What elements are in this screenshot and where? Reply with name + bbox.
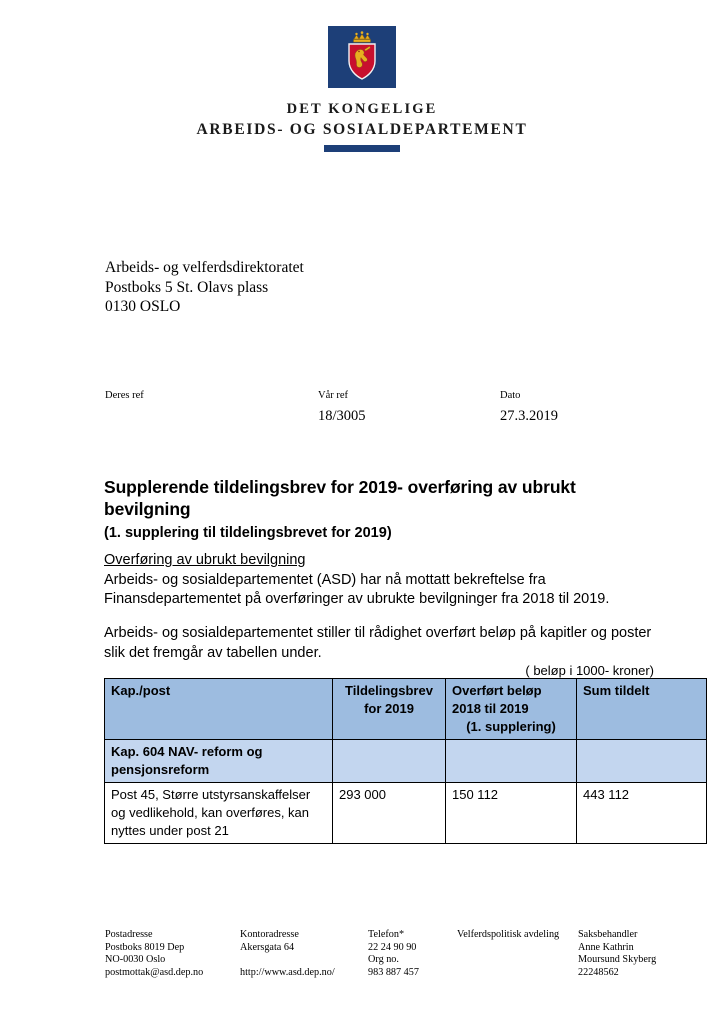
post-overfort-value: 150 112 [446, 783, 577, 844]
table-row [105, 783, 707, 844]
column-header-tildelingsbrev [333, 679, 446, 740]
column-header-overfort-line-2: 2018 til 2019 [452, 701, 529, 716]
footer-saksbehandler-label: Saksbehandler [578, 929, 638, 940]
section-heading: Overføring av ubrukt bevilgning [104, 552, 306, 568]
table-caption: ( beløp i 1000- kroner) [525, 663, 654, 678]
footer-orgno-label: Org no. [368, 954, 399, 966]
dato-value: 27.3.2019 [500, 408, 558, 424]
footer-telefon-number: 22 24 90 90 [368, 941, 417, 953]
footer-column-kontoradresse [240, 929, 335, 979]
body-paragraph-1-block [104, 551, 664, 610]
dato-label: Dato [500, 390, 521, 401]
footer-column-telefon [368, 929, 419, 979]
chapter-label-cell [105, 740, 333, 783]
post-label-line-3: nyttes under post 21 [111, 823, 229, 838]
chapter-label-line-2: pensjonsreform [111, 762, 210, 777]
column-header-overfort-line-3: (1. supplering) [466, 719, 556, 734]
footer-kontoradresse-label: Kontoradresse [240, 929, 299, 940]
column-header-overfort-line-1: Overført beløp [452, 683, 542, 698]
body-paragraph-1: Arbeids- og sosialdepartementet (ASD) har nå mottatt bekreftelse fra Finansdepartementet på overføringer av ubrukte bevilgninger fra 2018 til 2019. [104, 571, 610, 607]
var-ref-column [318, 389, 366, 425]
footer-kontoradresse-line-1: Akersgata 64 [240, 941, 295, 953]
post-label-line-2: og vedlikehold, kan overføres, kan [111, 805, 309, 820]
column-header-tildelingsbrev-line-2: for 2019 [364, 701, 414, 716]
letterhead-line-1: DET KONGELIGE [286, 101, 438, 117]
column-header-sum-tildelt: Sum tildelt [577, 679, 707, 740]
post-label-line-1: Post 45, Større utstyrsanskaffelser [111, 787, 311, 802]
footer-postadresse-email[interactable]: postmottak@asd.dep.no [105, 966, 204, 978]
table-header [105, 679, 707, 740]
norwegian-coat-of-arms-icon [328, 26, 396, 88]
footer-saksbehandler-name-line-2: Moursund Skyberg [578, 954, 657, 966]
footer-postadresse-line-2: NO-0030 Oslo [105, 954, 166, 966]
column-header-overfort-belop [446, 679, 577, 740]
letterhead [0, 26, 724, 152]
letterhead-rule [324, 145, 400, 152]
recipient-line-2: Postboks 5 St. Olavs plass [105, 278, 269, 296]
footer-saksbehandler-phone: 22248562 [578, 966, 619, 978]
recipient-address [105, 258, 304, 317]
page-subtitle: (1. supplering til tildelingsbrevet for 2019) [104, 525, 392, 541]
footer-column-postadresse [105, 929, 203, 979]
footer-kontoradresse-url[interactable]: http://www.asd.dep.no/ [240, 966, 335, 978]
footer-avdeling-label: Velferdspolitisk avdeling [457, 929, 560, 940]
var-ref-value: 18/3005 [318, 408, 366, 424]
table-body [105, 740, 707, 844]
footer-orgno-number: 983 887 457 [368, 966, 419, 978]
post-label-cell [105, 783, 333, 844]
deres-ref-label: Deres ref [105, 390, 144, 401]
recipient-line-1: Arbeids- og velferdsdirektoratet [105, 259, 304, 276]
table-row [105, 740, 707, 783]
page-title: Supplerende tildelingsbrev for 2019- overføring av ubrukt bevilgning [104, 477, 576, 519]
body-paragraph-2: Arbeids- og sosialdepartementet stiller til rådighet overført beløp på kapitler og poster slik det fremgår av tabellen under. [104, 625, 652, 661]
deres-ref-column [105, 389, 144, 407]
chapter-sum-cell [577, 740, 707, 783]
column-header-tildelingsbrev-line-1: Tildelingsbrev [345, 683, 433, 698]
allocation-table [104, 678, 707, 844]
footer-kontoradresse-spacer [240, 954, 335, 967]
table-header-row [105, 679, 707, 740]
footer-postadresse-label: Postadresse [105, 929, 153, 940]
footer-column-saksbehandler [578, 929, 656, 979]
var-ref-label: Vår ref [318, 390, 349, 401]
column-header-kap-post: Kap./post [105, 679, 333, 740]
post-tildelingsbrev-value: 293 000 [333, 783, 446, 844]
recipient-line-3: 0130 OSLO [105, 298, 181, 315]
chapter-tildelingsbrev-cell [333, 740, 446, 783]
letterhead-line-2: ARBEIDS- OG SOSIALDEPARTEMENT [196, 120, 528, 138]
chapter-label-line-1: Kap. 604 NAV- reform og [111, 744, 263, 759]
footer-postadresse-line-1: Postboks 8019 Dep [105, 941, 185, 953]
chapter-overfort-cell [446, 740, 577, 783]
dato-column [500, 389, 558, 425]
footer-saksbehandler-name-line-1: Anne Kathrin [578, 941, 634, 953]
post-sum-value: 443 112 [577, 783, 707, 844]
footer-telefon-label: Telefon* [368, 929, 405, 940]
footer-column-avdeling [457, 929, 559, 942]
